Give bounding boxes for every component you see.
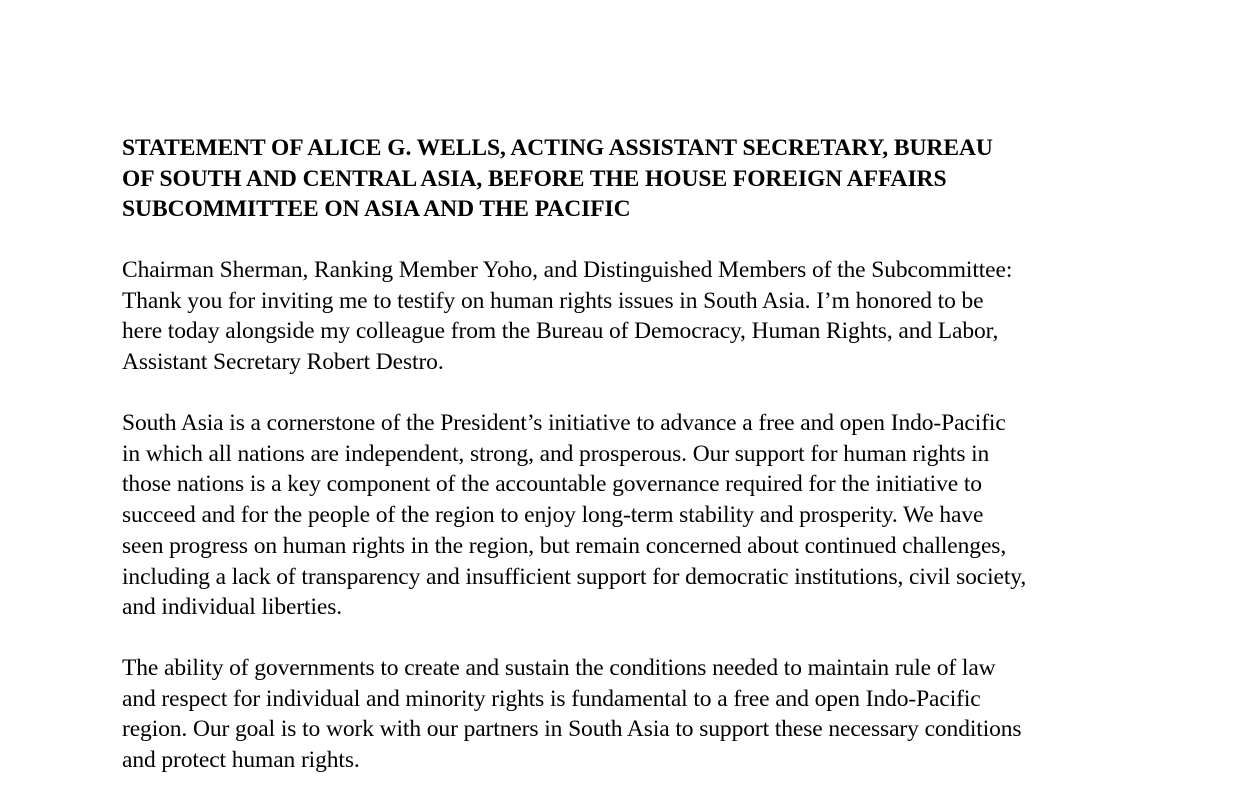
text-line: here today alongside my colleague from the Bureau of Democracy, Human Rights, and Labor,: [122, 318, 999, 345]
text-line: and individual liberties.: [122, 594, 343, 621]
title-line: SUBCOMMITTEE ON ASIA AND THE PACIFIC: [122, 196, 631, 222]
text-line: Thank you for inviting me to testify on human rights issues in South Asia. I’m honored to be: [122, 287, 984, 314]
text-line: and protect human rights.: [122, 747, 360, 774]
text-line: those nations is a key component of the accountable governance required for the initiative to: [122, 471, 982, 498]
paragraph-greeting: [122, 255, 1212, 378]
title-line: STATEMENT OF ALICE G. WELLS, ACTING ASSISTANT SECRETARY, BUREAU: [122, 135, 993, 161]
text-line: region. Our goal is to work with our partners in South Asia to support these necessary conditions: [122, 716, 1022, 743]
text-line: seen progress on human rights in the region, but remain concerned about continued challenges,: [122, 532, 1007, 559]
paragraph-rule-of-law: [122, 653, 1212, 776]
text-line: including a lack of transparency and insufficient support for democratic institutions, civil society,: [122, 563, 1027, 590]
title-line: OF SOUTH AND CENTRAL ASIA, BEFORE THE HOUSE FOREIGN AFFAIRS: [122, 165, 947, 192]
text-line: in which all nations are independent, strong, and prosperous. Our support for human rights in: [122, 440, 990, 467]
text-line: Chairman Sherman, Ranking Member Yoho, and Distinguished Members of the Subcommittee:: [122, 257, 1013, 283]
text-line: South Asia is a cornerstone of the President’s initiative to advance a free and open Indo-Pacific: [122, 410, 1006, 436]
paragraph-indo-pacific: [122, 408, 1212, 623]
text-line: Assistant Secretary Robert Destro.: [122, 349, 444, 376]
text-line: succeed and for the people of the region to enjoy long-term stability and prosperity. We have: [122, 502, 984, 529]
text-line: and respect for individual and minority rights is fundamental to a free and open Indo-Pacific: [122, 685, 981, 712]
statement-title: [122, 133, 1182, 225]
text-line: The ability of governments to create and sustain the conditions needed to maintain rule of law: [122, 655, 996, 681]
